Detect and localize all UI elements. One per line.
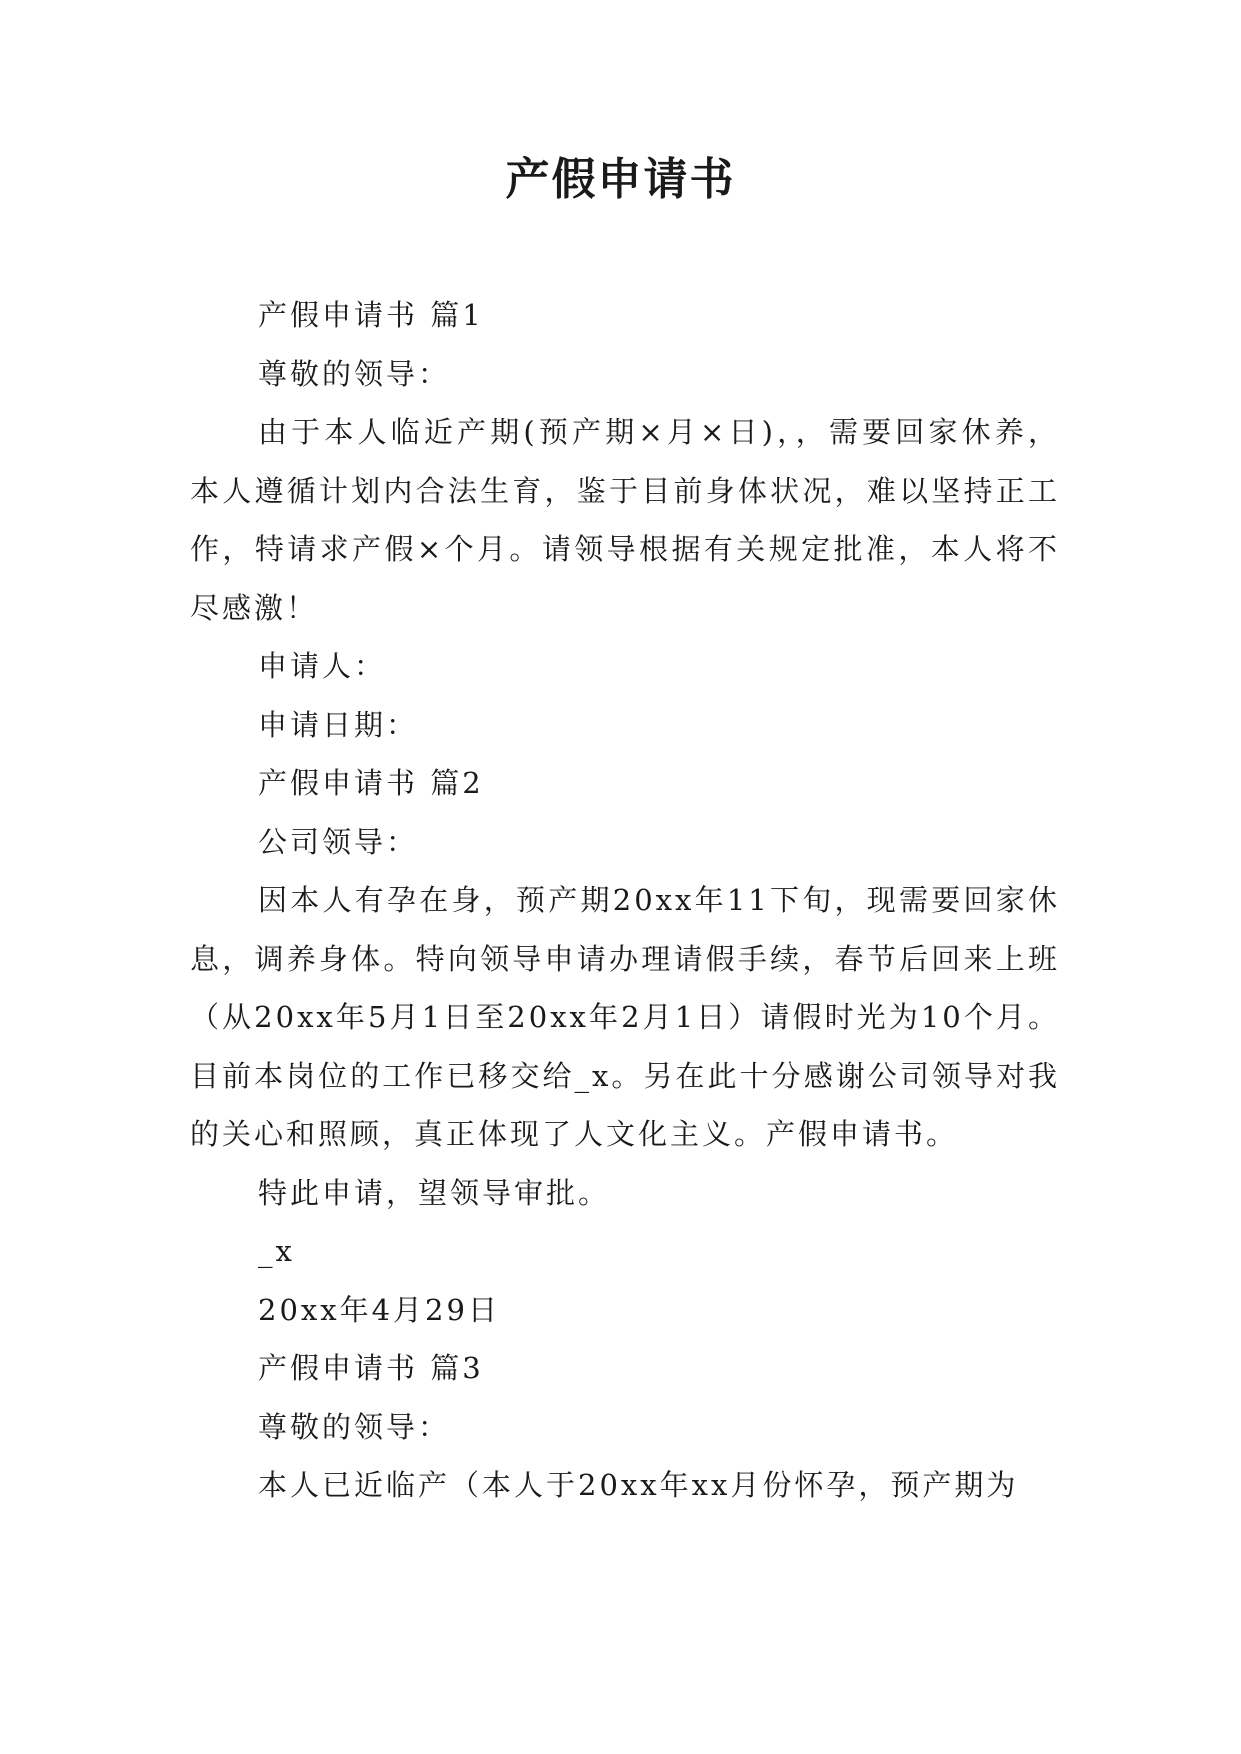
section-heading-1: 产假申请书 篇1 [258, 298, 484, 332]
closing-line: 特此申请，望领导审批。 [258, 1175, 611, 1210]
date-line: 20xx年4月29日 [258, 1292, 500, 1327]
document-body [190, 286, 1060, 1515]
application-date-line: 申请日期： [258, 707, 419, 742]
signature-line: _x [258, 1234, 295, 1268]
body-paragraph: 本人已近临产（本人于20xx年xx月份怀孕，预产期为 [258, 1468, 1019, 1502]
salutation: 尊敬的领导： [258, 1409, 451, 1444]
salutation: 尊敬的领导： [258, 356, 451, 391]
section-heading-2: 产假申请书 篇2 [258, 766, 484, 800]
section-heading-3: 产假申请书 篇3 [258, 1351, 484, 1385]
applicant-line: 申请人： [258, 649, 387, 683]
document-title: 产假申请书 [505, 154, 736, 205]
salutation: 公司领导： [258, 824, 419, 859]
body-paragraph: 由于本人临近产期(预产期×月×日)，，需要回家休养，本人遵循计划内合法生育，鉴于目前身体状况，难以坚持正工作，特请求产假×个月。请领导根据有关规定批准，本人将不尽感激！ [190, 415, 1060, 625]
body-paragraph: 因本人有孕在身，预产期20xx年11下旬，现需要回家休息，调养身体。特向领导申请办理请假手续，春节后回来上班（从20xx年5月1日至20xx年2月1日）请假时光为10个月。目前本岗位的工作已移交给_x。另在此十分感谢公司领导对我的关心和照顾，真正体现了人文化主义。产假申请书。 [190, 883, 1060, 1151]
